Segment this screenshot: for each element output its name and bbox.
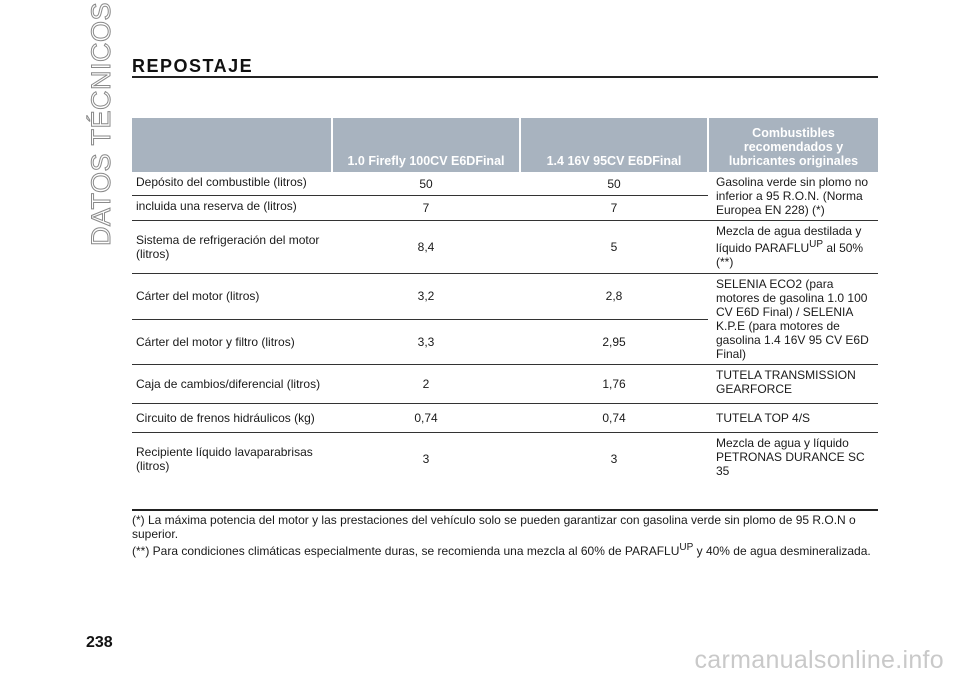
row-fluid-cooling: [708, 221, 878, 274]
table-row: [132, 221, 878, 274]
header-engine-1: 1.0 Firefly 100CV E6DFinal: [332, 118, 520, 172]
watermark: carmanualsonline.info: [694, 646, 944, 674]
row-fluid-washer: Mezcla de agua y líquido PETRONAS DURANCE SC 35: [716, 436, 865, 478]
row-value-2: 1,76: [520, 365, 708, 404]
table-header-row: [132, 118, 878, 172]
page-number: 238: [86, 634, 113, 651]
row-value-1: 7: [332, 196, 520, 221]
row-value-1: 2: [332, 365, 520, 404]
row-value-1: 0,74: [332, 404, 520, 433]
refuelling-table: [132, 118, 878, 485]
fluid-cooling-text-b: al 50% (**): [716, 241, 864, 269]
fluid-cooling-sup: UP: [809, 239, 824, 250]
header-fluids: Combustibles recomendados y lubricantes originales: [708, 118, 878, 172]
row-label: Caja de cambios/diferencial (litros): [132, 365, 332, 404]
header-engine-2: 1.4 16V 95CV E6DFinal: [520, 118, 708, 172]
row-label: Circuito de frenos hidráulicos (kg): [132, 404, 332, 433]
row-label: Recipiente líquido lavaparabrisas (litros): [136, 445, 313, 473]
table-row: [132, 433, 878, 486]
table-row: [132, 172, 878, 196]
row-value-2: 5: [520, 221, 708, 274]
row-value-2: 3: [610, 452, 618, 466]
row-fluid-engine: SELENIA ECO2 (para motores de gasolina 1.0 100 CV E6D Final) / SELENIA K.P.E (para motores de gasolina 1.4 16V 95 CV E6D Final): [708, 274, 878, 365]
heading-rule: [132, 76, 878, 78]
row-value-1: 50: [332, 172, 520, 196]
footnote-2-text-a: (**) Para condiciones climáticas especialmente duras, se recomienda una mezcla al 60% de PARAFLU: [132, 544, 680, 558]
row-value-1: 3,2: [332, 274, 520, 320]
row-label: Depósito del combustible (litros): [132, 172, 332, 196]
table-row: [132, 274, 878, 320]
row-label: Cárter del motor y filtro (litros): [132, 319, 332, 365]
fluid-cooling-text-a: Mezcla de agua destilada y líquido PARAFLU: [716, 224, 862, 255]
row-value-2: 7: [520, 196, 708, 221]
row-value-2: 2,8: [520, 274, 708, 320]
row-fluid-brakes: TUTELA TOP 4/S: [708, 404, 878, 433]
section-side-title-text: DATOS TÉCNICOS: [86, 1, 116, 246]
row-label: incluida una reserva de (litros): [132, 196, 332, 221]
table-row: [132, 365, 878, 404]
row-value-1: 8,4: [332, 221, 520, 274]
page-heading: REPOSTAJE: [132, 56, 254, 76]
row-value-2: 0,74: [520, 404, 708, 433]
header-empty: [132, 118, 332, 172]
row-fluid-gearbox: TUTELA TRANSMISSION GEARFORCE: [708, 365, 878, 404]
table-row: [132, 404, 878, 433]
footnotes: [132, 509, 878, 558]
row-fluid-tank: Gasolina verde sin plomo no inferior a 95 R.O.N. (Norma Europea EN 228) (*): [708, 172, 878, 221]
row-value-1: 3: [422, 452, 430, 466]
row-label: Sistema de refrigeración del motor (litros): [132, 221, 332, 274]
row-label: Cárter del motor (litros): [132, 274, 332, 320]
footnote-2: [132, 541, 878, 558]
row-value-2: 2,95: [520, 319, 708, 365]
footnote-1: (*) La máxima potencia del motor y las prestaciones del vehículo solo se pueden garantizar con gasolina verde sin plomo de 95 R.O.N o superior.: [132, 513, 856, 541]
section-side-title: [86, 1, 126, 248]
footnote-2-text-b: y 40% de agua desmineralizada.: [693, 544, 871, 558]
footnote-2-sup: UP: [679, 542, 694, 553]
row-value-1: 3,3: [332, 319, 520, 365]
row-value-2: 50: [520, 172, 708, 196]
